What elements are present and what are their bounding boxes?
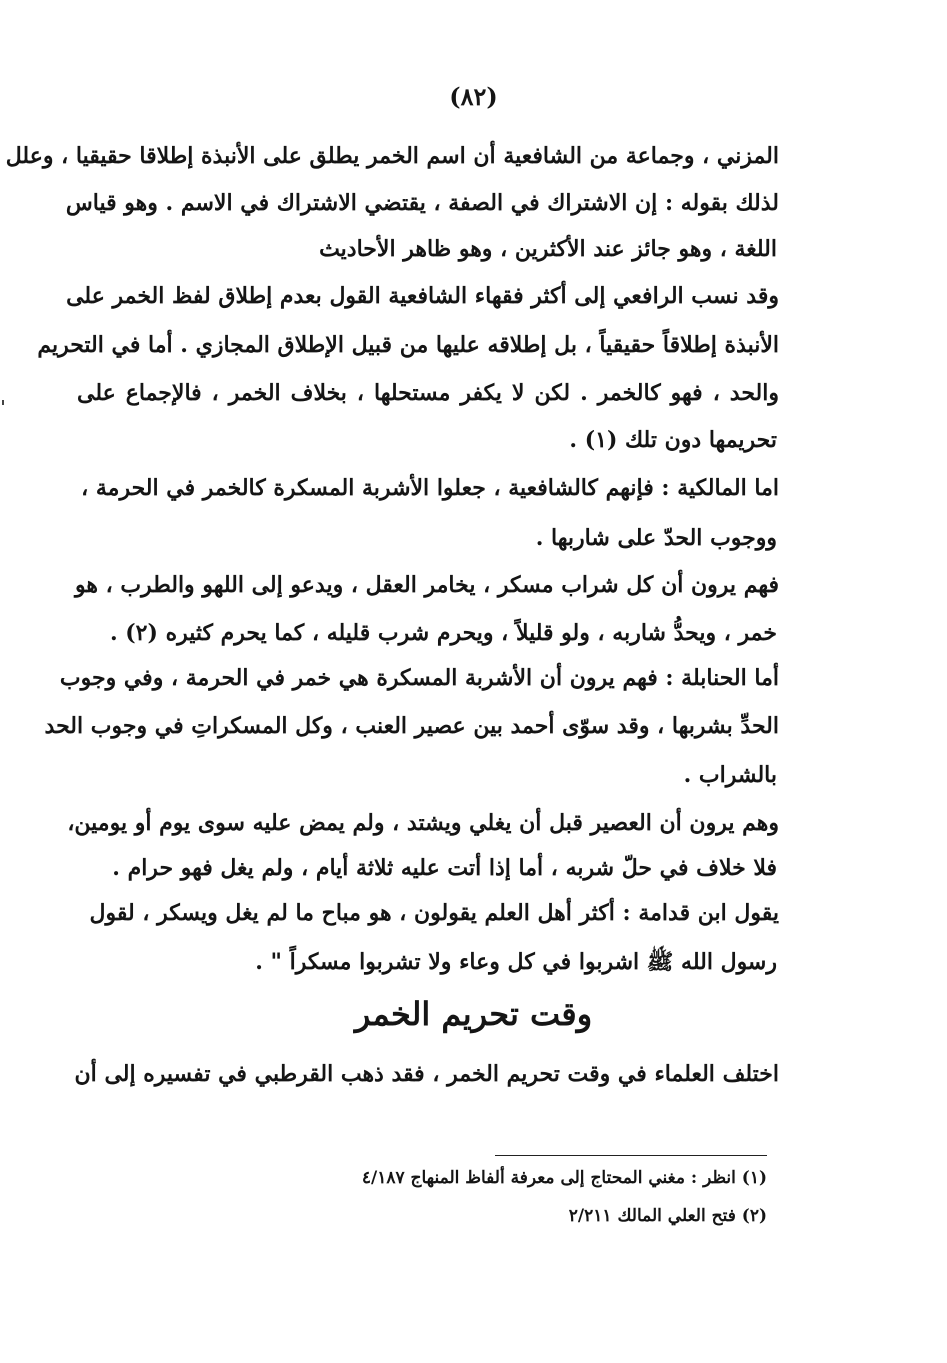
text-line-13: الحدِّ بشربها ، وقد سوّى أحمد بين عصير العنب ، وكل المسكراتِ في وجوب الحد bbox=[44, 713, 779, 739]
footnote-separator bbox=[495, 1155, 767, 1156]
text-line-1: المزني ، وجماعة من الشافعية أن اسم الخمر يطلق على الأنبذة إطلاقا حقيقيا ، وعلل bbox=[5, 143, 779, 169]
text-line-18: رسول الله ﷺ اشربوا في كل وعاء ولا تشربوا مسكراً " . bbox=[255, 949, 777, 975]
text-line-15: وهم يرون أن العصير قبل أن يغلي ويشتد ، ولم يمض عليه سوى يوم أو يومين، bbox=[67, 810, 779, 836]
text-line-4: وقد نسب الرافعي إلى أكثر فقهاء الشافعية القول بعدم إطلاق لفظ الخمر على bbox=[66, 283, 779, 309]
text-line-5: الأنبذة إطلاقاً حقيقياً ، بل إطلاقه عليها من قبيل الإطلاق المجازي . أما في التحريم bbox=[37, 332, 779, 358]
text-line-11: خمر ، ويحدُّ شاربه ، ولو قليلاً ، ويحرم شرب قليله ، كما يحرم كثيره (٢) . bbox=[109, 620, 777, 646]
scan-margin-mark bbox=[2, 400, 4, 405]
text-line-16: فلا خلاف في حلّ شربه ، أما إذا أتت عليه ثلاثة أيام ، ولم يغل فهو حرام . bbox=[112, 855, 777, 881]
text-line-12: أما الحنابلة : فهم يرون أن الأشربة المسكرة هي خمر في الحرمة ، وفي وجوب bbox=[59, 665, 779, 691]
text-line-8: اما المالكية : فإنهم كالشافعية ، جعلوا الأشربة المسكرة كالخمر في الحرمة ، bbox=[81, 475, 779, 501]
text-line-3: اللغة ، وهو جائز عند الأكثرين ، وهو ظاهر الأحاديث bbox=[319, 236, 777, 262]
text-line-10: فهم يرون أن كل شراب مسكر ، يخامر العقل ، ويدعو إلى اللهو والطرب ، هو bbox=[74, 572, 779, 598]
text-line-7: تحريمها دون تلك (١) . bbox=[569, 427, 777, 453]
text-line-17: يقول ابن قدامة : أكثر أهل العلم يقولون ، هو مباح ما لم يغل ويسكر ، لقول bbox=[89, 900, 779, 926]
text-line-6: والحد ، فهو كالخمر . لكن لا يكفر مستحلها ، بخلاف الخمر ، فالإجماع على bbox=[77, 380, 779, 406]
footnote-2: (٢) فتح العلي المالك ٢/٢١١ bbox=[568, 1206, 767, 1226]
text-line-9: ووجوب الحدّ على شاربها . bbox=[535, 525, 777, 551]
text-line-2: لذلك بقوله : إن الاشتراك في الصفة ، يقتضي الاشتراك في الاسم . وهو قياس bbox=[65, 190, 779, 216]
footnote-1: (١) انظر : مغني المحتاج إلى معرفة ألفاظ المنهاج ٤/١٨٧ bbox=[361, 1168, 767, 1188]
section-heading: وقت تحريم الخمر bbox=[354, 995, 593, 1033]
page-number: (٨٢) bbox=[449, 82, 498, 111]
text-line-14: بالشراب . bbox=[683, 762, 777, 788]
text-line-19: اختلف العلماء في وقت تحريم الخمر ، فقد ذهب القرطبي في تفسيره إلى أن bbox=[74, 1061, 779, 1087]
